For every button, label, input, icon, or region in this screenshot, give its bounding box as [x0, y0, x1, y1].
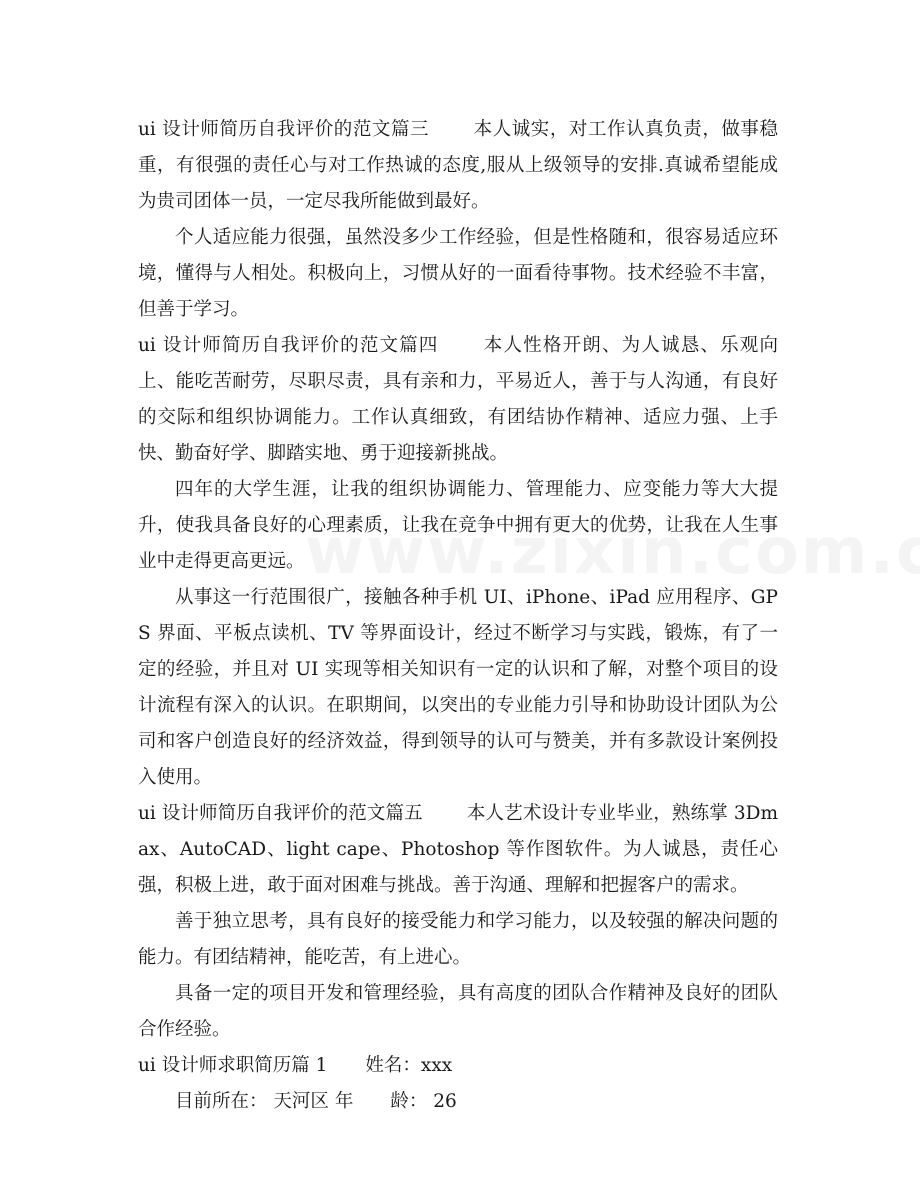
- paragraph-text: 本人性格开朗、为人诚恳、乐观向上、能吃苦耐劳，尽职尽责，具有亲和力，平易近人，善于与人沟通，有良好的交际和组织协调能力。工作认真细致，有团结协作精神、适应力强、上手快、勤奋好学、脚踏实地、勇于迎接新挑战。: [138, 335, 778, 464]
- name-value: xxx: [420, 1055, 453, 1076]
- resume-heading-line: [138, 1048, 778, 1084]
- section-4-lead: [138, 328, 778, 472]
- resume-title: ui 设计师求职简历篇 1: [138, 1055, 328, 1076]
- section-5-lead: [138, 796, 778, 904]
- section-3-lead: [138, 112, 778, 220]
- paragraph: 个人适应能力很强，虽然没多少工作经验，但是性格随和，很容易适应环境，懂得与人相处。积极向上，习惯从好的一面看待事物。技术经验不丰富，但善于学习。: [138, 227, 778, 320]
- location-label: 目前所在：: [175, 1091, 268, 1112]
- paragraph-text: 本人诚实，对工作认真负责，做事稳重，有很强的责任心与对工作热诚的态度,服从上级领导的安排.真诚希望能成为贵司团体一员，一定尽我所能做到最好。: [138, 119, 778, 212]
- location-value: 天河区: [273, 1091, 329, 1112]
- paragraph: 从事这一行范围很广，接触各种手机 UI、iPhone、iPad 应用程序、GPS 界面、平板点读机、TV 等界面设计，经过不断学习与实践，锻炼，有了一定的经验，并且对 UI 实现等相关知识有一定的认识和了解，对整个项目的设计流程有深入的认识。在职期间，以突出的专业能力引导和协助设计团队为公司和客户创造良好的经济效益，得到领导的认可与赞美，并有多款设计案例投入使用。: [138, 587, 778, 788]
- section-title: ui 设计师简历自我评价的范文篇三: [138, 119, 430, 140]
- document-body: [138, 112, 778, 1120]
- section-title: ui 设计师简历自我评价的范文篇四: [138, 335, 439, 356]
- section-title: ui 设计师简历自我评价的范文篇五: [138, 803, 423, 824]
- paragraph: 善于独立思考，具有良好的接受能力和学习能力，以及较强的解决问题的能力。有团结精神，能吃苦，有上进心。: [138, 911, 778, 968]
- age-value: 26: [433, 1091, 457, 1112]
- paragraph: 具备一定的项目开发和管理经验，具有高度的团队合作精神及良好的团队合作经验。: [138, 983, 778, 1040]
- age-label: 年 龄：: [334, 1091, 428, 1112]
- paragraph: 四年的大学生涯，让我的组织协调能力、管理能力、应变能力等大大提升，使我具备良好的心理素质，让我在竞争中拥有更大的优势，让我在人生事业中走得更高更远。: [138, 479, 778, 572]
- name-label: 姓名：: [365, 1055, 421, 1076]
- resume-info-line: [138, 1084, 778, 1120]
- paragraph-text: 本人艺术设计专业毕业，熟练掌 3Dmax、AutoCAD、light cape、Photoshop 等作图软件。为人诚恳，责任心强，积极上进，敢于面对困难与挑战。善于沟通、理解和把握客户的需求。: [138, 803, 779, 896]
